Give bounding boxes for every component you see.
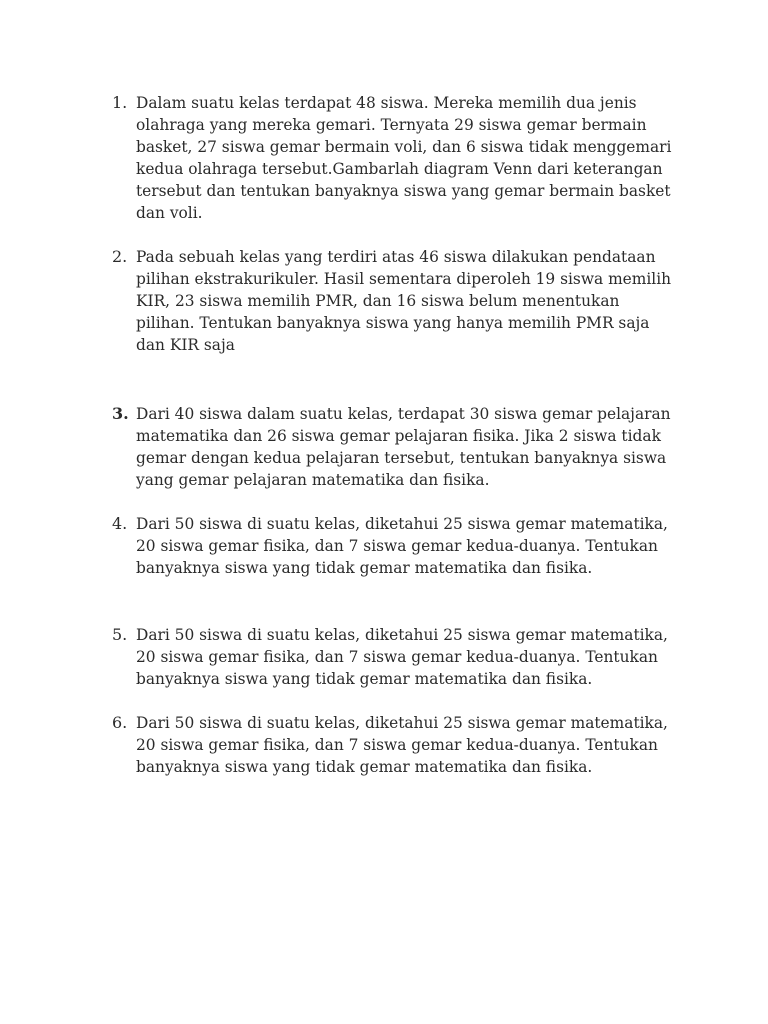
problem-line: kedua olahraga tersebut.Gambarlah diagram Venn dari keterangan: [136, 160, 663, 178]
problem-line: banyaknya siswa yang tidak gemar matematika dan fisika.: [136, 670, 593, 688]
problem-number: 3.: [112, 404, 129, 423]
problem-line: KIR, 23 siswa memilih PMR, dan 16 siswa belum menentukan: [136, 292, 620, 310]
problem-line: Dari 40 siswa dalam suatu kelas, terdapat 30 siswa gemar pelajaran: [136, 405, 671, 423]
problem-line: banyaknya siswa yang tidak gemar matematika dan fisika.: [136, 559, 593, 577]
problem-line: 20 siswa gemar fisika, dan 7 siswa gemar kedua-duanya. Tentukan: [136, 537, 658, 555]
problem-number: 1.: [112, 93, 128, 112]
problem-line: olahraga yang mereka gemari. Ternyata 29 siswa gemar bermain: [136, 116, 647, 134]
problem-5: [112, 624, 672, 690]
problem-line: banyaknya siswa yang tidak gemar matematika dan fisika.: [136, 758, 593, 776]
problem-text: [136, 403, 672, 491]
problem-6: [112, 712, 672, 778]
problem-line: pilihan. Tentukan banyaknya siswa yang hanya memilih PMR saja: [136, 314, 650, 332]
problem-line: dan voli.: [136, 204, 203, 222]
problem-number: 5.: [112, 625, 128, 644]
problem-number: 2.: [112, 247, 128, 266]
problem-number: 6.: [112, 713, 128, 732]
problem-3: [112, 403, 672, 491]
problem-line: yang gemar pelajaran matematika dan fisika.: [136, 471, 490, 489]
problem-number: 4.: [112, 514, 128, 533]
problem-line: Dari 50 siswa di suatu kelas, diketahui 25 siswa gemar matematika,: [136, 714, 668, 732]
problem-line: Dari 50 siswa di suatu kelas, diketahui 25 siswa gemar matematika,: [136, 626, 668, 644]
problem-line: Dari 50 siswa di suatu kelas, diketahui 25 siswa gemar matematika,: [136, 515, 668, 533]
problem-line: 20 siswa gemar fisika, dan 7 siswa gemar kedua-duanya. Tentukan: [136, 736, 658, 754]
problem-4: [112, 513, 672, 579]
problem-line: pilihan ekstrakurikuler. Hasil sementara diperoleh 19 siswa memilih: [136, 270, 672, 288]
problem-line: gemar dengan kedua pelajaran tersebut, tentukan banyaknya siswa: [136, 449, 667, 467]
problem-line: 20 siswa gemar fisika, dan 7 siswa gemar kedua-duanya. Tentukan: [136, 648, 658, 666]
problem-text: [136, 712, 672, 778]
problem-line: Pada sebuah kelas yang terdiri atas 46 siswa dilakukan pendataan: [136, 248, 656, 266]
problem-line: tersebut dan tentukan banyaknya siswa yang gemar bermain basket: [136, 182, 671, 200]
problem-line: basket, 27 siswa gemar bermain voli, dan 6 siswa tidak menggemari: [136, 138, 672, 156]
problem-text: [136, 624, 672, 690]
problem-text: [136, 246, 672, 356]
problem-line: Dalam suatu kelas terdapat 48 siswa. Mereka memilih dua jenis: [136, 94, 637, 112]
problem-line: matematika dan 26 siswa gemar pelajaran fisika. Jika 2 siswa tidak: [136, 427, 661, 445]
problem-text: [136, 513, 672, 579]
problem-1: [112, 92, 672, 224]
problem-line: dan KIR saja: [136, 336, 235, 354]
problem-text: [136, 92, 672, 224]
problem-2: [112, 246, 672, 356]
